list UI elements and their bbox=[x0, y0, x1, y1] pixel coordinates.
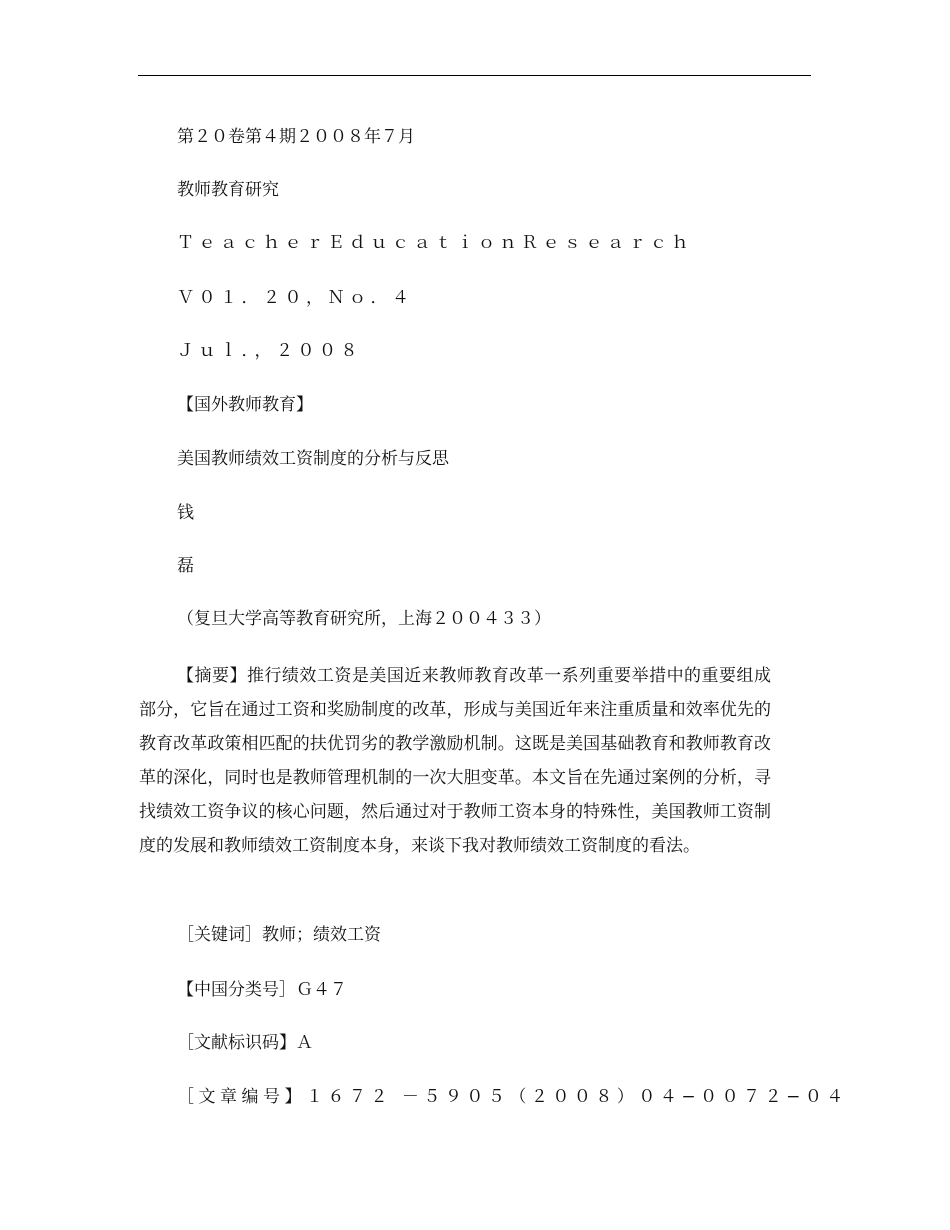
date-en: Ｊｕｌ．，２００８ bbox=[177, 341, 362, 361]
classification-number: 【中国分类号］Ｇ４７ bbox=[177, 980, 347, 1000]
article-title: 美国教师绩效工资制度的分析与反思 bbox=[177, 449, 449, 469]
volume-en: Ｖ０１．２０，Ｎｏ．４ bbox=[177, 288, 414, 308]
journal-title-cn: 教师教育研究 bbox=[177, 180, 279, 200]
author-family-name: 磊 bbox=[177, 556, 194, 576]
article-number: ［文章编号】１６７２ －５９０５（２００８）０４−００７２−０４ bbox=[177, 1087, 848, 1107]
journal-title-en: ＴｅａｃｈｅｒＥｄｕｃａｔｉｏｎＲｅｓｅａｒｃｈ bbox=[177, 233, 693, 253]
volume-issue: 第２０卷第４期２００８年７月 bbox=[177, 127, 415, 147]
affiliation: （复旦大学高等教育研究所，上海２００４３３） bbox=[177, 609, 551, 629]
column-heading: 【国外教师教育】 bbox=[177, 395, 313, 415]
author-given-name: 钱 bbox=[177, 503, 194, 523]
header-rule bbox=[138, 75, 811, 76]
abstract: 【摘要】推行绩效工资是美国近来教师教育改革一系列重要举措中的重要组成部分，它旨在通过工资和奖励制度的改革，形成与美国近年来注重质量和效率优先的教育改革政策相匹配的扶优罚劣的教学激励机制。这既是美国基础教育和教师教育改革的深化，同时也是教师管理机制的一次大胆变革。本文旨在先通过案例的分析，寻找绩效工资争议的核心问题，然后通过对于教师工资本身的特殊性，美国教师工资制度的发展和教师绩效工资制度本身，来谈下我对教师绩效工资制度的看法。 bbox=[139, 666, 771, 856]
document-code: ［文献标识码】Ａ bbox=[177, 1033, 313, 1053]
keywords: ［关键词］教师；绩效工资 bbox=[177, 925, 381, 945]
